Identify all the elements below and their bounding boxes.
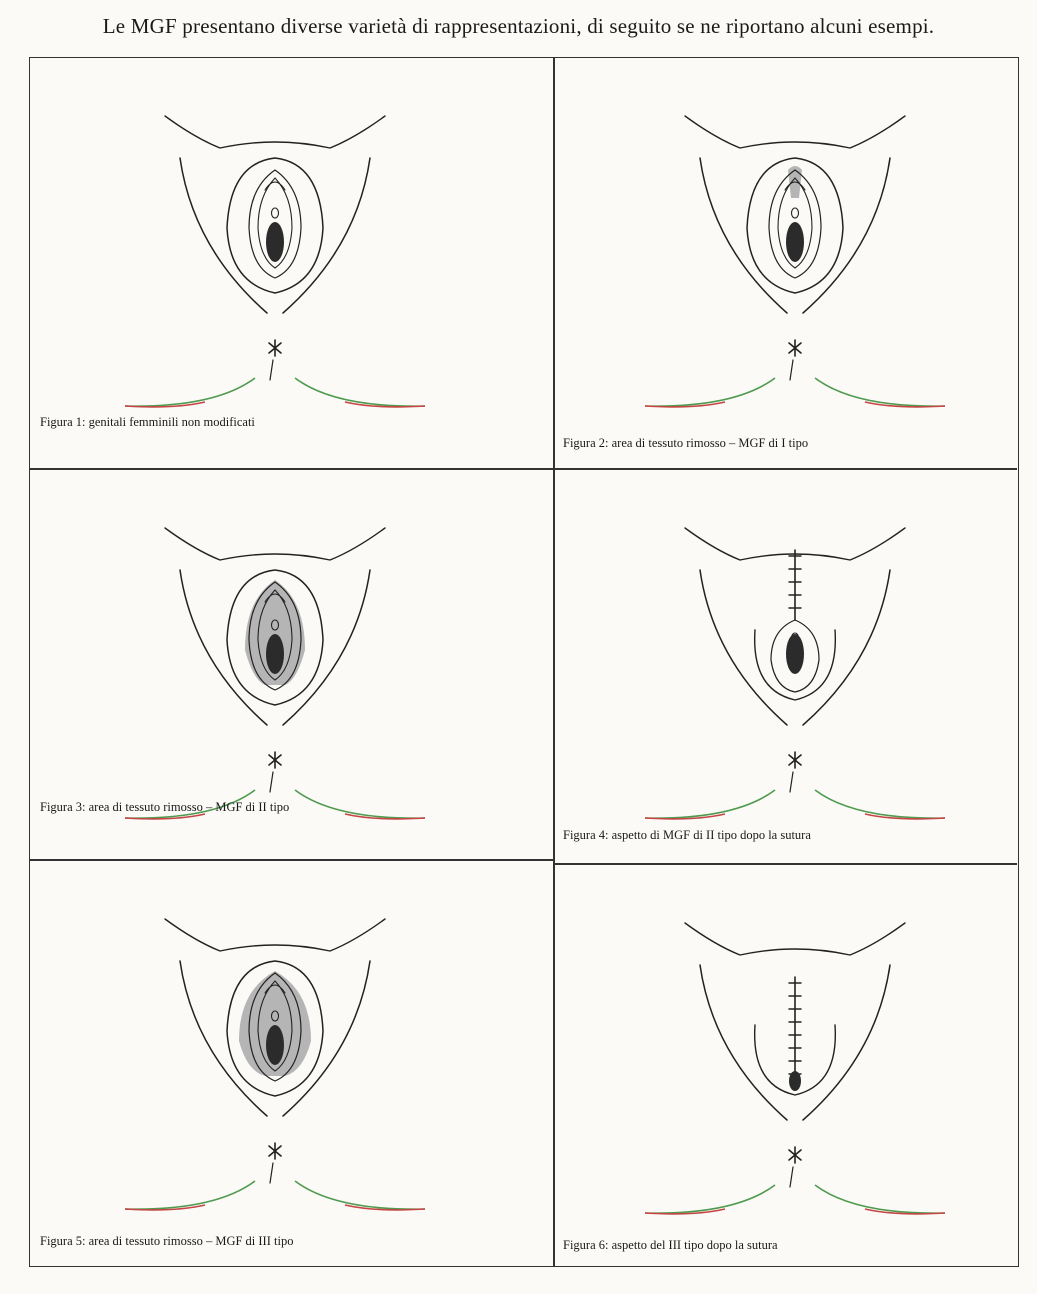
anus-mark: [789, 1147, 801, 1163]
right-buttock-curve: [815, 790, 945, 818]
figure-5: [30, 861, 553, 1266]
abdomen-line: [685, 116, 905, 148]
left-buttock-curve: [645, 790, 775, 818]
clitoral-hood: [265, 182, 285, 190]
anus-mark: [789, 340, 801, 356]
left-thigh-line: [700, 570, 787, 725]
figure-3: [30, 470, 553, 859]
right-buttock-curve: [295, 1181, 425, 1209]
figure-6-caption: Figura 6: aspetto del III tipo dopo la sutura: [563, 1238, 778, 1252]
figure-6-drawing: [555, 865, 1019, 1266]
page-title: Le MGF presentano diverse varietà di rappresentazioni, di seguito se ne riportano alcuni esempi.: [102, 14, 935, 38]
figure-4-drawing: [555, 470, 1019, 863]
left-buttock-curve: [645, 1185, 775, 1213]
left-thigh-line: [700, 158, 787, 313]
anus-mark: [269, 752, 281, 768]
right-buttock-curve: [815, 378, 945, 406]
vaginal-opening: [266, 222, 284, 262]
left-thigh-line: [700, 965, 787, 1120]
abdomen-line: [165, 528, 385, 560]
perineal-line: [270, 772, 273, 792]
vaginal-opening: [266, 1025, 284, 1065]
right-thigh-line: [283, 158, 370, 313]
figure-6: [555, 865, 1019, 1266]
vaginal-opening: [786, 222, 804, 262]
figure-3-caption: Figura 3: area di tessuto rimosso – MGF di II tipo: [40, 800, 290, 814]
right-buttock-curve: [295, 790, 425, 818]
abdomen-line: [165, 116, 385, 148]
figure-1: [30, 58, 553, 468]
abdomen-line: [165, 919, 385, 951]
anus-mark: [269, 1143, 281, 1159]
urethral-opening: [272, 208, 279, 218]
perineal-line: [790, 772, 793, 792]
figure-1-drawing: [30, 58, 553, 468]
figure-2-caption: Figura 2: area di tessuto rimosso – MGF di I tipo: [563, 436, 809, 450]
right-thigh-line: [803, 965, 890, 1120]
urethral-opening: [792, 208, 799, 218]
figure-5-caption: Figura 5: area di tessuto rimosso – MGF di III tipo: [40, 1234, 294, 1248]
perineal-line: [270, 360, 273, 380]
right-thigh-line: [803, 158, 890, 313]
abdomen-line: [685, 923, 905, 955]
right-buttock-curve: [815, 1185, 945, 1213]
vaginal-opening: [266, 634, 284, 674]
figure-grid: [29, 57, 1019, 1267]
right-buttock-curve: [295, 378, 425, 406]
figure-5-drawing: [30, 861, 553, 1266]
right-thigh-line: [803, 570, 890, 725]
figure-2: [555, 58, 1019, 468]
perineal-line: [270, 1163, 273, 1183]
left-buttock-curve: [125, 1181, 255, 1209]
perineal-line: [790, 360, 793, 380]
left-thigh-line: [180, 158, 267, 313]
anus-mark: [269, 340, 281, 356]
anus-mark: [789, 752, 801, 768]
figure-1-caption: Figura 1: genitali femminili non modificati: [40, 415, 255, 429]
figure-2-drawing: [555, 58, 1019, 468]
footer-bleed: [20, 1270, 23, 1281]
vaginal-opening: [786, 634, 804, 674]
perineal-line: [790, 1167, 793, 1187]
vaginal-opening: [789, 1071, 801, 1091]
figure-4-caption: Figura 4: aspetto di MGF di II tipo dopo la sutura: [563, 828, 811, 842]
left-buttock-curve: [125, 378, 255, 406]
left-buttock-curve: [645, 378, 775, 406]
figure-4: [555, 470, 1019, 863]
